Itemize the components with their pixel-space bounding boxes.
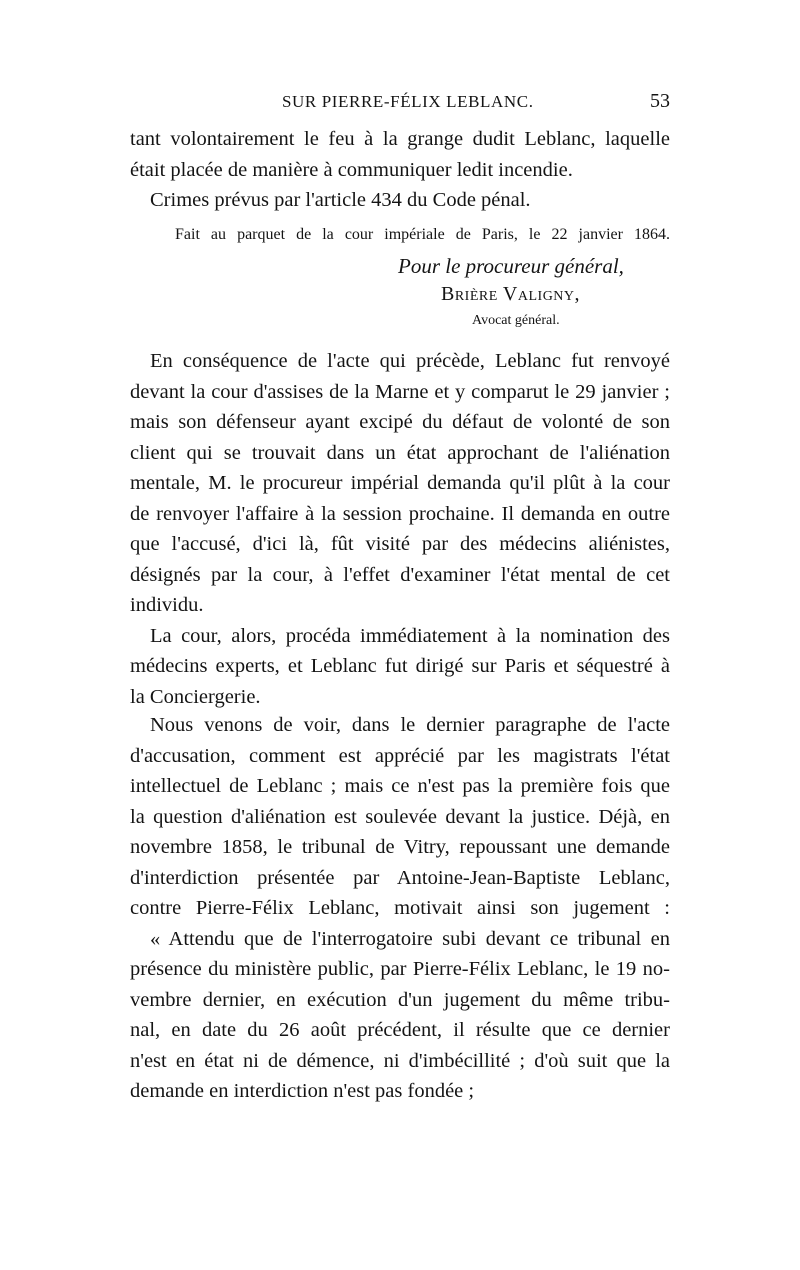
text-line: n'est en état ni de démence, ni d'imbécillité ; d'où suit que la bbox=[130, 1049, 670, 1072]
text-line: Crimes prévus par l'article 434 du Code pénal. bbox=[150, 189, 531, 211]
text-line: mais son défenseur ayant excipé du défaut de volonté de son bbox=[130, 411, 670, 433]
text-line: était placée de manière à communiquer ledit incendie. bbox=[130, 158, 573, 181]
text-line: de renvoyer l'affaire à la session prochaine. Il demanda en outre bbox=[130, 502, 670, 525]
text-line: devant la cour d'assises de la Marne et y comparut le 29 janvier ; bbox=[130, 380, 670, 403]
paragraph-indictment-end bbox=[130, 124, 670, 216]
text-line: d'interdiction présentée par Antoine-Jean-Baptiste Leblanc, bbox=[130, 866, 670, 889]
text-line: tant volontairement le feu à la grange dudit Leblanc, laquelle bbox=[130, 128, 670, 150]
paragraph-consequence bbox=[130, 346, 670, 712]
text-line: client qui se trouvait dans un état approchant de l'aliénation bbox=[130, 441, 670, 464]
text-line: que l'accusé, d'ici là, fût visité par des médecins aliénistes, bbox=[130, 533, 670, 555]
dateline: Fait au parquet de la cour impériale de Paris, le 22 janvier 1864. bbox=[175, 226, 670, 243]
text-line: individu. bbox=[130, 594, 204, 616]
page-number: 53 bbox=[650, 90, 670, 112]
text-line: désignés par la cour, à l'effet d'examiner l'état mental de cet bbox=[130, 563, 670, 586]
text-line: En conséquence de l'acte qui précède, Leblanc fut renvoyé bbox=[150, 350, 670, 372]
page-header bbox=[130, 90, 670, 118]
text-line: Nous venons de voir, dans le dernier paragraphe de l'acte bbox=[150, 714, 670, 736]
text-line: La cour, alors, procéda immédiatement à la nomination des bbox=[150, 624, 670, 647]
text-line: « Attendu que de l'interrogatoire subi devant ce tribunal en bbox=[150, 927, 670, 950]
paragraph-prior-judgment bbox=[130, 710, 670, 1107]
text-line: demande en interdiction n'est pas fondée ; bbox=[130, 1080, 475, 1102]
text-line: la Conciergerie. bbox=[130, 685, 261, 708]
running-head: SUR PIERRE-FÉLIX LEBLANC. bbox=[282, 92, 534, 111]
signature-name: Brière Valigny, bbox=[441, 283, 581, 305]
text-line: présence du ministère public, par Pierre-Félix Leblanc, le 19 no- bbox=[130, 958, 670, 980]
text-line: vembre dernier, en exécution d'un jugement du même tribu- bbox=[130, 988, 670, 1011]
signature-title: Pour le procureur général, bbox=[398, 254, 624, 278]
text-line: mentale, M. le procureur impérial demanda qu'il plût à la cour bbox=[130, 472, 670, 494]
text-line: la question d'aliénation est soulevée devant la justice. Déjà, en bbox=[130, 805, 670, 828]
text-line: contre Pierre-Félix Leblanc, motivait ainsi son jugement : bbox=[130, 897, 670, 919]
signature-role: Avocat général. bbox=[472, 313, 560, 328]
text-line: intellectuel de Leblanc ; mais ce n'est pas la première fois que bbox=[130, 775, 670, 797]
text-line: nal, en date du 26 août précédent, il résulte que ce dernier bbox=[130, 1019, 670, 1041]
text-line: d'accusation, comment est apprécié par les magistrats l'état bbox=[130, 744, 670, 767]
text-line: novembre 1858, le tribunal de Vitry, repoussant une demande bbox=[130, 836, 670, 858]
text-line: médecins experts, et Leblanc fut dirigé sur Paris et séquestré à bbox=[130, 655, 670, 677]
